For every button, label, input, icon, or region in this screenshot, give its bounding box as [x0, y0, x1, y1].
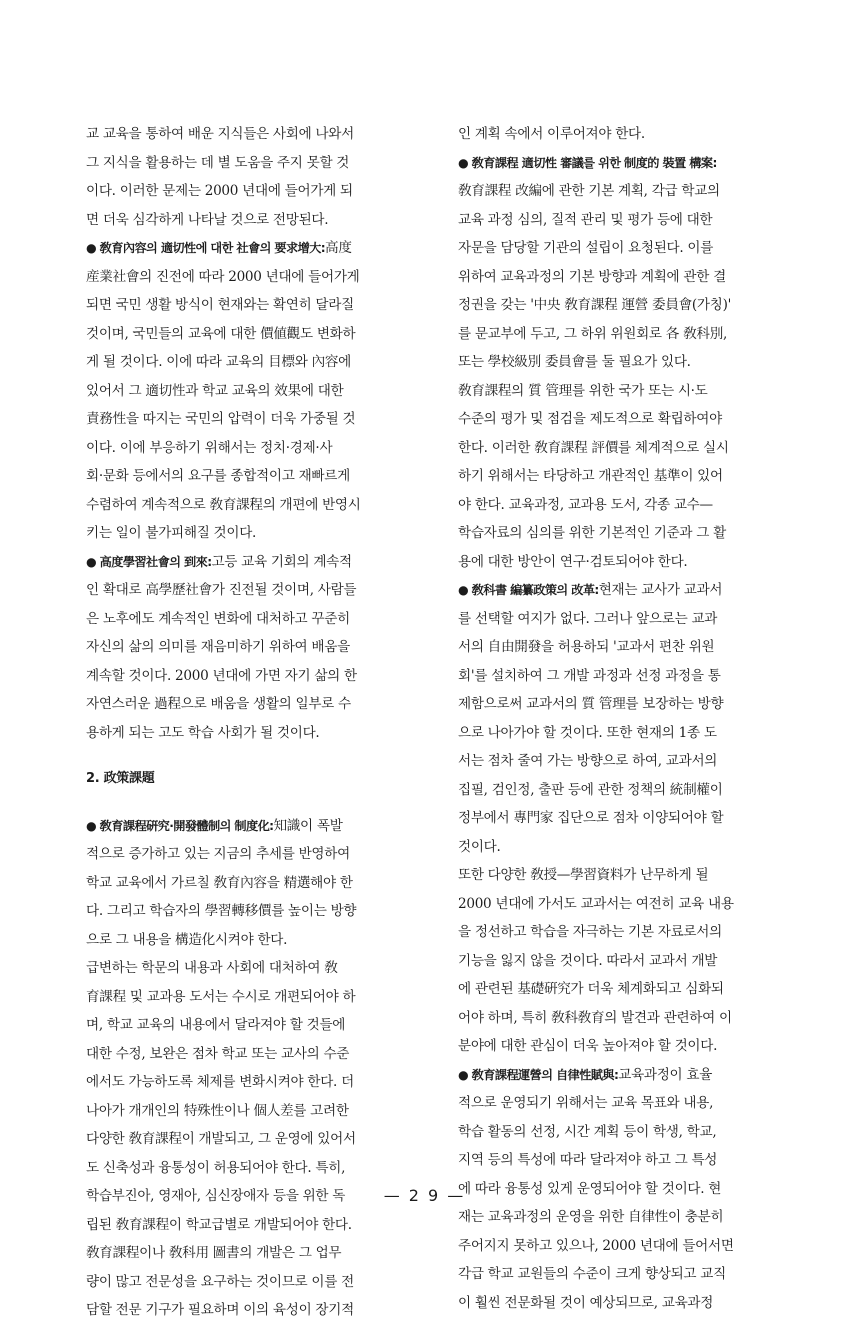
line-text: 나아가 개개인의 特殊性이나 個人差를 고려한 [86, 1102, 349, 1119]
text-line [458, 747, 810, 776]
text-line [458, 548, 810, 577]
line-text: 도 신축성과 융통성이 허용되어야 한다. 특히, [86, 1159, 346, 1176]
text-line [458, 861, 810, 890]
page-number: — 2 9 — [383, 1186, 466, 1205]
line-text: 현재는 교사가 교과서 [598, 582, 723, 598]
line-text: 기능을 잃지 않을 것이다. 따라서 교과서 개발 [458, 952, 718, 969]
text-line [86, 405, 438, 434]
text-line [458, 890, 810, 919]
line-text: 지역 등의 특성에 따라 달라져야 하고 그 특성 [458, 1152, 718, 1168]
line-text: 제함으로써 교과서의 質 管理를 보장하는 방향 [458, 696, 724, 712]
line-text: 한다. 이러한 敎育課程 評價를 체계적으로 실시 [458, 439, 729, 456]
line-text: 면 더욱 심각하게 나타날 것으로 전망된다. [86, 211, 329, 228]
text-line [458, 1004, 810, 1033]
text-line [86, 926, 438, 955]
text-line [458, 662, 810, 691]
text-line [458, 776, 810, 805]
line-text: 자연스러운 過程으로 배움을 생활의 일부로 수 [86, 696, 351, 712]
text-line [458, 605, 810, 634]
line-text: 에 관련된 基礎硏究가 더욱 체계화되고 심화되 [458, 981, 724, 997]
line-text: 대한 수정, 보완은 점차 학교 또는 교사의 수준 [86, 1045, 350, 1062]
line-text: 정권을 갖는 '中央 敎育課程 運營 委員會(가칭)' [458, 297, 732, 313]
line-text: 야 한다. 교육과정, 교과용 도서, 각종 교수— [458, 496, 713, 513]
text-line [458, 576, 810, 605]
line-text: 교육과정이 효율 [618, 1066, 713, 1083]
text-line [86, 1011, 438, 1040]
line-text: 회·문화 등에서의 요구를 종합적이고 재빠르게 [86, 468, 350, 484]
line-text: 를 문교부에 두고, 그 하위 위원회로 各 敎科別, [458, 325, 728, 342]
text-line [86, 605, 438, 634]
line-text: 育課程 및 교과용 도서는 수시로 개편되어야 하 [86, 988, 356, 1005]
line-text: 敎育課程의 質 管理를 위한 국가 또는 시·도 [458, 382, 708, 399]
line-text: 게 될 것이다. 이에 따라 교육의 目標와 內容에 [86, 354, 351, 370]
text-line [458, 120, 810, 149]
text-line [458, 491, 810, 520]
line-text: 은 노후에도 계속적인 변화에 대처하고 꾸준히 [86, 610, 350, 627]
line-text: 학습자료의 심의를 위한 기본적인 기준과 그 활 [458, 525, 726, 541]
paragraph-gap [86, 794, 438, 812]
line-text: 되면 국민 생활 방식이 현재와는 확연히 달라질 [86, 297, 354, 313]
text-line [458, 1232, 810, 1261]
text-line [86, 983, 438, 1012]
text-line [458, 1089, 810, 1118]
text-line [86, 690, 438, 719]
line-text: 교 교육을 통하여 배운 지식들은 사회에 나와서 [86, 126, 354, 142]
line-text: 주어지지 못하고 있으나, 2000 년대에 들어서면 [458, 1237, 734, 1254]
text-line [458, 519, 810, 548]
line-text: 인 확대로 高學歷社會가 진전될 것이며, 사람들 [86, 582, 357, 598]
text-line [86, 234, 438, 263]
line-text: 학교 교육에서 가르칠 敎育內容을 精選해야 한 [86, 874, 353, 891]
text-line [86, 869, 438, 898]
line-text: 용하게 되는 고도 학습 사회가 될 것이다. [86, 724, 320, 741]
line-text: 으로 나아가야 할 것이다. 또한 현재의 1종 도 [458, 724, 717, 741]
line-text: 를 선택할 여지가 없다. 그러나 앞으로는 교과 [458, 610, 718, 627]
text-line [458, 1260, 810, 1289]
text-line [86, 576, 438, 605]
bullet-heading: ● 敎育課程 適切性 審議를 위한 制度的 裝置 構案: [458, 155, 717, 170]
text-line [458, 348, 810, 377]
text-line [86, 291, 438, 320]
line-text: 敎育課程이나 敎科用 圖書의 개발은 그 업무 [86, 1245, 342, 1261]
text-line [86, 1125, 438, 1154]
line-text: 서의 自由開發을 허용하되 '교과서 편찬 위원 [458, 639, 715, 655]
text-line [458, 291, 810, 320]
bullet-heading: ● 敎育課程運營의 自律性賦與: [458, 1067, 619, 1082]
line-text: 을 정선하고 학습을 자극하는 기본 자료로서의 [458, 924, 722, 940]
text-line [458, 462, 810, 491]
text-line [458, 719, 810, 748]
text-line [458, 1146, 810, 1175]
text-line [86, 548, 438, 577]
text-line [86, 1154, 438, 1183]
text-line [86, 1211, 438, 1240]
paragraph-gap [86, 747, 438, 765]
left-column [86, 120, 438, 1325]
line-text: 것이며, 국민들의 교육에 대한 價値觀도 변화하 [86, 325, 356, 342]
text-line [86, 633, 438, 662]
line-text: 고등 교육 기회의 계속적 [211, 553, 352, 570]
text-line [86, 377, 438, 406]
line-text: 교육 과정 심의, 질적 관리 및 평가 등에 대한 [458, 211, 713, 228]
text-line [86, 149, 438, 178]
line-text: 다양한 敎育課程이 개발되고, 그 운영에 있어서 [86, 1131, 356, 1147]
bullet-heading: ● 敎育內容의 適切性에 대한 社會의 要求增大: [86, 241, 326, 255]
line-text: 에서도 가능하도록 체제를 변화시켜야 한다. 더 [86, 1074, 354, 1090]
line-text: 어야 하며, 특히 敎科敎育의 발견과 관련하여 이 [458, 1009, 732, 1026]
line-text: 知識이 폭발 [273, 817, 343, 834]
line-text: 급변하는 학문의 내용과 사회에 대처하여 敎 [86, 960, 338, 976]
line-text: 이다. 이러한 문제는 2000 년대에 들어가게 되 [86, 183, 353, 199]
line-text: 적으로 운영되기 위해서는 교육 목표와 내용, [458, 1095, 714, 1111]
line-text: 서는 점차 줄여 가는 방향으로 하여, 교과서의 [458, 753, 718, 769]
line-text: 집필, 검인정, 출판 등에 관한 정책의 統制權이 [458, 781, 723, 798]
bullet-heading: ● 敎科書 編纂政策의 改革: [458, 583, 599, 597]
text-line [86, 662, 438, 691]
line-text: 있어서 그 適切性과 학교 교육의 效果에 대한 [86, 382, 344, 399]
text-line [458, 918, 810, 947]
line-text: 용에 대한 방안이 연구·검토되어야 한다. [458, 553, 688, 570]
text-line [458, 263, 810, 292]
line-text: 으로 그 내용을 構造化시켜야 한다. [86, 931, 288, 948]
text-line [86, 206, 438, 235]
text-line [86, 719, 438, 748]
line-text: 이 훨씬 전문화될 것이 예상되므로, 교육과정 [458, 1294, 714, 1311]
line-text: 회'를 설치하여 그 개발 과정과 선정 과정을 통 [458, 667, 721, 684]
line-text: 이다. 이에 부응하기 위해서는 정치·경제·사 [86, 439, 333, 456]
text-line [458, 234, 810, 263]
text-line [458, 1118, 810, 1147]
bullet-heading: ● 敎育課程硏究·開發體制의 制度化: [86, 818, 274, 833]
text-line [86, 462, 438, 491]
text-line [86, 1097, 438, 1126]
line-text: 수렴하여 계속적으로 敎育課程의 개편에 반영시 [86, 496, 361, 513]
text-line [458, 177, 810, 206]
line-text: 2000 년대에 가서도 교과서는 여전히 교육 내용 [458, 895, 734, 912]
line-text: 적으로 증가하고 있는 지금의 추세를 반영하여 [86, 846, 350, 862]
line-text: 인 계획 속에서 이루어져야 한다. [458, 126, 645, 142]
right-column [458, 120, 810, 1317]
line-text: 그 지식을 활용하는 데 별 도움을 주지 못할 것 [86, 154, 350, 171]
text-line [86, 491, 438, 520]
bullet-heading: ● 高度學習社會의 到來: [86, 554, 212, 569]
line-text: 량이 많고 전문성을 요구하는 것이므로 이를 전 [86, 1273, 354, 1290]
text-line [86, 434, 438, 463]
text-line [86, 519, 438, 548]
line-text: 학습 활동의 선정, 시간 계획 등이 학생, 학교, [458, 1123, 717, 1140]
line-text: 것이다. [458, 838, 501, 855]
text-line [86, 1068, 438, 1097]
line-text: 수준의 평가 및 점검을 제도적으로 확립하여야 [458, 411, 722, 427]
text-line [458, 149, 810, 178]
text-line [458, 804, 810, 833]
text-line [458, 1203, 810, 1232]
text-line [458, 975, 810, 1004]
text-line [86, 1040, 438, 1069]
text-line [458, 1061, 810, 1090]
text-line [86, 177, 438, 206]
line-text: 학습부진아, 영재아, 심신장애자 등을 위한 독 [86, 1188, 346, 1204]
text-line [86, 1296, 438, 1325]
line-text: 責務性을 따지는 국민의 압력이 더욱 가중될 것 [86, 411, 356, 427]
line-text: 高度 [325, 240, 352, 256]
text-line [86, 348, 438, 377]
line-text: 키는 일이 불가피해질 것이다. [86, 525, 257, 541]
line-text: 産業社會의 진전에 따라 2000 년대에 들어가게 [86, 268, 360, 285]
text-line [458, 1289, 810, 1318]
text-line [458, 434, 810, 463]
line-text: 며, 학교 교육의 내용에서 달라져야 할 것들에 [86, 1017, 346, 1033]
text-line [458, 206, 810, 235]
text-line [458, 833, 810, 862]
line-text: 각급 학교 교원들의 수준이 크게 향상되고 교직 [458, 1266, 726, 1282]
line-text: 자신의 삶의 의미를 재음미하기 위하여 배움을 [86, 639, 350, 655]
line-text: 敎育課程 改編에 관한 기본 계획, 각급 학교의 [458, 183, 720, 199]
text-line [86, 1239, 438, 1268]
text-line [458, 377, 810, 406]
line-text: 다. 그리고 학습자의 學習轉移價를 높이는 방향 [86, 903, 357, 919]
text-line [458, 320, 810, 349]
text-line [86, 1268, 438, 1297]
text-line [86, 840, 438, 869]
text-line [458, 1032, 810, 1061]
line-text: 자문을 담당할 기관의 설립이 요청된다. 이를 [458, 240, 714, 256]
line-text: 위하여 교육과정의 기본 방향과 계획에 관한 결 [458, 268, 726, 285]
text-line [86, 320, 438, 349]
line-text: 또는 學校級別 委員會를 둘 필요가 있다. [458, 354, 691, 370]
text-line [86, 954, 438, 983]
text-line [86, 120, 438, 149]
section-heading: 2. 政策課題 [86, 771, 155, 786]
line-text: 재는 교육과정의 운영을 위한 自律性이 충분히 [458, 1209, 724, 1225]
line-text: 정부에서 專門家 집단으로 점차 이양되어야 할 [458, 810, 724, 826]
line-text: 또한 다양한 敎授—學習資料가 난무하게 될 [458, 867, 709, 883]
text-line [86, 897, 438, 926]
text-line [458, 405, 810, 434]
text-line [458, 633, 810, 662]
line-text: 립된 敎育課程이 학교급별로 개발되어야 한다. [86, 1216, 352, 1233]
line-text: 분야에 대한 관심이 더욱 높아져야 할 것이다. [458, 1038, 718, 1054]
line-text: 에 따라 융통성 있게 운영되어야 할 것이다. 현 [458, 1180, 722, 1197]
text-line [458, 690, 810, 719]
text-line [458, 947, 810, 976]
line-text: 하기 위해서는 타당하고 개관적인 基準이 있어 [458, 468, 723, 484]
text-line [86, 263, 438, 292]
line-text: 담할 전문 기구가 필요하며 이의 육성이 장기적 [86, 1302, 354, 1318]
text-line [86, 812, 438, 841]
line-text: 계속할 것이다. 2000 년대에 가면 자기 삶의 한 [86, 667, 357, 684]
